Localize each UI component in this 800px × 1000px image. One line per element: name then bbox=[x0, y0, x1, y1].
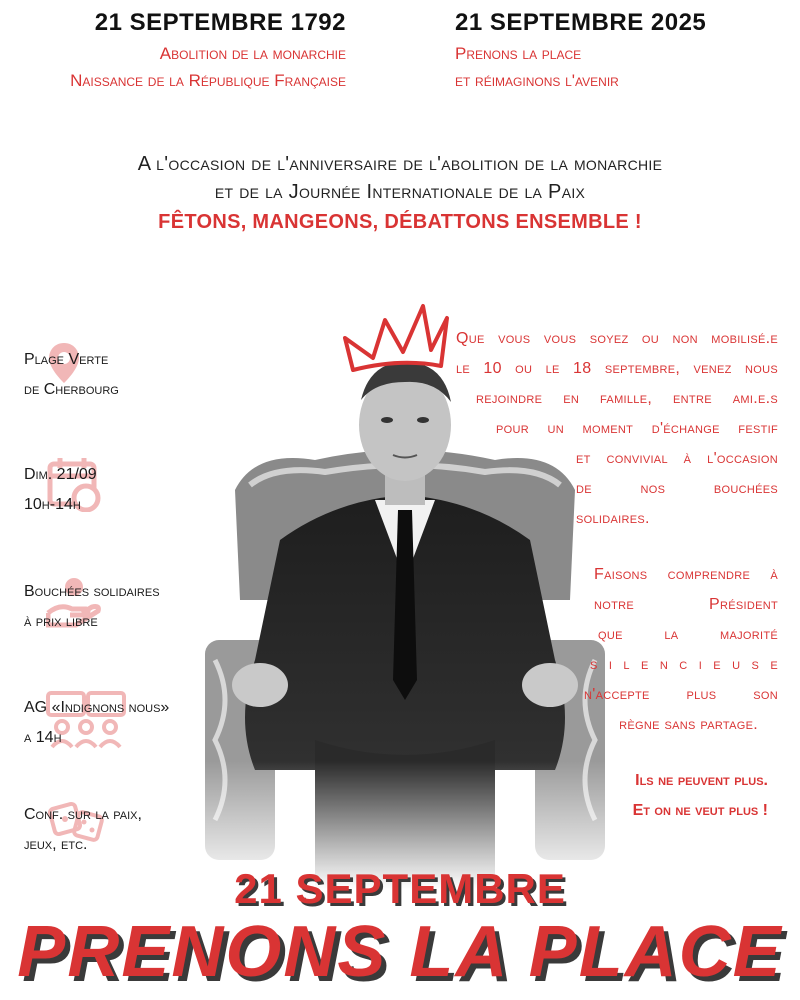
intro-cta: FÊTONS, MANGEONS, DÉBATTONS ENSEMBLE ! bbox=[158, 211, 642, 233]
date-line-2: 10h-14h bbox=[24, 496, 81, 513]
location-line-1: Plage Verte bbox=[24, 351, 109, 368]
info-date bbox=[24, 460, 214, 520]
prenons-text: Prenons la place bbox=[455, 44, 582, 63]
message-line: Faisons comprendre à bbox=[594, 566, 778, 583]
banner-title: PRENONS LA PLACE bbox=[17, 912, 783, 992]
message-line: s i l e n c i e u s e bbox=[590, 656, 778, 673]
slogan-line-1: Ils ne peuvent plus. bbox=[635, 772, 768, 789]
conference-line-2: jeux, etc. bbox=[24, 836, 88, 853]
message-line: notre Président bbox=[594, 596, 778, 613]
message-paragraph-2 bbox=[456, 560, 778, 740]
message-line: le 10 ou le 18 septembre, venez nous bbox=[456, 360, 778, 377]
slogan bbox=[456, 766, 778, 826]
message-line: solidaires. bbox=[576, 510, 650, 527]
message-line: que la majorité bbox=[598, 626, 778, 643]
info-assembly bbox=[24, 693, 214, 753]
slogan-line-2: Et on ne veut plus ! bbox=[632, 802, 768, 819]
message-line: règne sans partage. bbox=[619, 716, 758, 733]
message-line: Que vous vous soyez ou non mobilisé.e bbox=[456, 330, 778, 347]
intro-line-1: A l'occasion de l'anniversaire de l'abolition de la monarchie bbox=[137, 153, 663, 175]
reimaginons-text: et réimaginons l'avenir bbox=[455, 71, 619, 90]
message-line: de nos bouchées bbox=[576, 480, 778, 497]
intro-line-2: et de la Journée Internationale de la Paix bbox=[214, 181, 586, 203]
republic-text: Naissance de la République Française bbox=[70, 71, 346, 90]
header-left bbox=[70, 6, 346, 94]
conference-line-1: Conf. sur la paix, bbox=[24, 806, 142, 823]
info-conference bbox=[24, 800, 214, 860]
location-line-2: de Cherbourg bbox=[24, 381, 119, 398]
message-paragraph-1 bbox=[456, 324, 778, 534]
banner-date: 21 SEPTEMBRE bbox=[234, 865, 566, 912]
message-line: et convivial à l'occasion bbox=[576, 450, 778, 467]
message-line: n'accepte plus son bbox=[584, 686, 778, 703]
message-line: pour un moment d'échange festif bbox=[496, 420, 778, 437]
assembly-line-2: a 14h bbox=[24, 729, 62, 746]
date-1792: 21 SEPTEMBRE 1792 bbox=[94, 9, 346, 36]
info-food bbox=[24, 577, 214, 637]
date-line-1: Dim. 21/09 bbox=[24, 466, 97, 483]
intro bbox=[0, 150, 800, 238]
date-2025: 21 SEPTEMBRE 2025 bbox=[455, 9, 707, 36]
message-line: rejoindre en famille, entre ami.e.s bbox=[476, 390, 778, 407]
food-line-2: à prix libre bbox=[24, 613, 98, 630]
food-line-1: Bouchées solidaires bbox=[24, 583, 160, 600]
info-location bbox=[24, 345, 214, 405]
assembly-line-1: AG «Indignons nous» bbox=[24, 699, 170, 716]
header-right bbox=[455, 6, 706, 94]
abolition-text: Abolition de la monarchie bbox=[159, 44, 346, 63]
